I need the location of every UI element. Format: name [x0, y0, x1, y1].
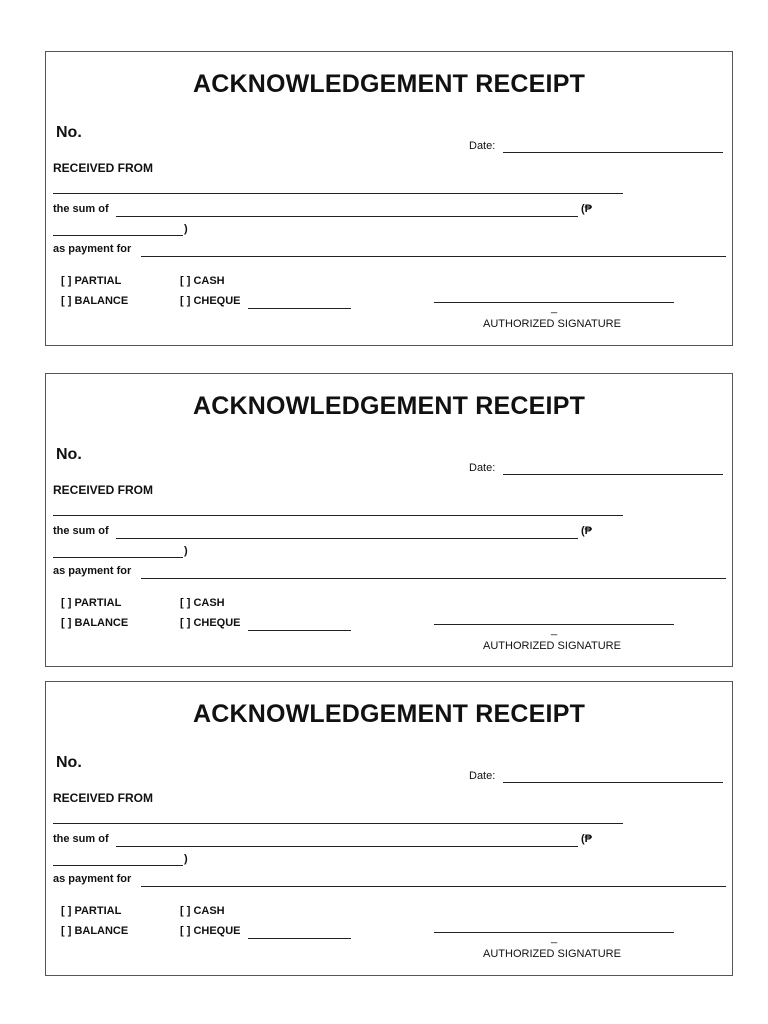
- sum-label: the sum of: [53, 203, 109, 215]
- receipt-1: [45, 51, 733, 346]
- currency-open: (₱: [581, 525, 592, 537]
- cash-checkbox[interactable]: [ ] CASH: [180, 275, 225, 287]
- sum-words-line[interactable]: [116, 538, 578, 539]
- received-from-line[interactable]: [53, 193, 623, 194]
- currency-open: (₱: [581, 203, 592, 215]
- authorized-signature-label: AUTHORIZED SIGNATURE: [483, 640, 621, 652]
- authorized-signature-label: AUTHORIZED SIGNATURE: [483, 318, 621, 330]
- receipt-title: ACKNOWLEDGEMENT RECEIPT: [192, 700, 586, 728]
- received-from-label: RECEIVED FROM: [53, 483, 154, 497]
- cheque-checkbox[interactable]: [ ] CHEQUE: [180, 295, 241, 307]
- signature-dash: _: [551, 932, 558, 944]
- currency-close: ): [184, 545, 188, 557]
- balance-checkbox[interactable]: [ ] BALANCE: [61, 925, 129, 937]
- received-from-line[interactable]: [53, 515, 623, 516]
- partial-checkbox[interactable]: [ ] PARTIAL: [61, 275, 122, 287]
- amount-line[interactable]: [53, 557, 183, 558]
- currency-close: ): [184, 853, 188, 865]
- cheque-line[interactable]: [248, 938, 351, 939]
- receipt-title: ACKNOWLEDGEMENT RECEIPT: [192, 70, 586, 98]
- partial-checkbox[interactable]: [ ] PARTIAL: [61, 597, 122, 609]
- payment-for-line[interactable]: [141, 256, 726, 257]
- receipt-2: [45, 373, 733, 667]
- receipt-number-label: No.: [56, 446, 82, 463]
- cash-checkbox[interactable]: [ ] CASH: [180, 597, 225, 609]
- date-label: Date:: [469, 462, 496, 474]
- payment-for-label: as payment for: [53, 243, 132, 255]
- cheque-checkbox[interactable]: [ ] CHEQUE: [180, 925, 241, 937]
- date-label: Date:: [469, 140, 496, 152]
- date-line[interactable]: [503, 152, 723, 153]
- cheque-line[interactable]: [248, 308, 351, 309]
- payment-for-line[interactable]: [141, 578, 726, 579]
- received-from-label: RECEIVED FROM: [53, 161, 154, 175]
- balance-checkbox[interactable]: [ ] BALANCE: [61, 295, 129, 307]
- payment-for-label: as payment for: [53, 565, 132, 577]
- signature-dash: _: [551, 302, 558, 314]
- received-from-line[interactable]: [53, 823, 623, 824]
- currency-close: ): [184, 223, 188, 235]
- cheque-checkbox[interactable]: [ ] CHEQUE: [180, 617, 241, 629]
- amount-line[interactable]: [53, 865, 183, 866]
- amount-line[interactable]: [53, 235, 183, 236]
- currency-open: (₱: [581, 833, 592, 845]
- receipt-title: ACKNOWLEDGEMENT RECEIPT: [192, 392, 586, 420]
- receipt-3: [45, 681, 733, 976]
- signature-dash: _: [551, 624, 558, 636]
- sum-label: the sum of: [53, 525, 109, 537]
- sum-words-line[interactable]: [116, 846, 578, 847]
- payment-for-line[interactable]: [141, 886, 726, 887]
- received-from-label: RECEIVED FROM: [53, 791, 154, 805]
- sum-label: the sum of: [53, 833, 109, 845]
- cash-checkbox[interactable]: [ ] CASH: [180, 905, 225, 917]
- date-line[interactable]: [503, 474, 723, 475]
- receipt-number-label: No.: [56, 754, 82, 771]
- cheque-line[interactable]: [248, 630, 351, 631]
- partial-checkbox[interactable]: [ ] PARTIAL: [61, 905, 122, 917]
- receipt-number-label: No.: [56, 124, 82, 141]
- date-line[interactable]: [503, 782, 723, 783]
- balance-checkbox[interactable]: [ ] BALANCE: [61, 617, 129, 629]
- date-label: Date:: [469, 770, 496, 782]
- sum-words-line[interactable]: [116, 216, 578, 217]
- authorized-signature-label: AUTHORIZED SIGNATURE: [483, 948, 621, 960]
- payment-for-label: as payment for: [53, 873, 132, 885]
